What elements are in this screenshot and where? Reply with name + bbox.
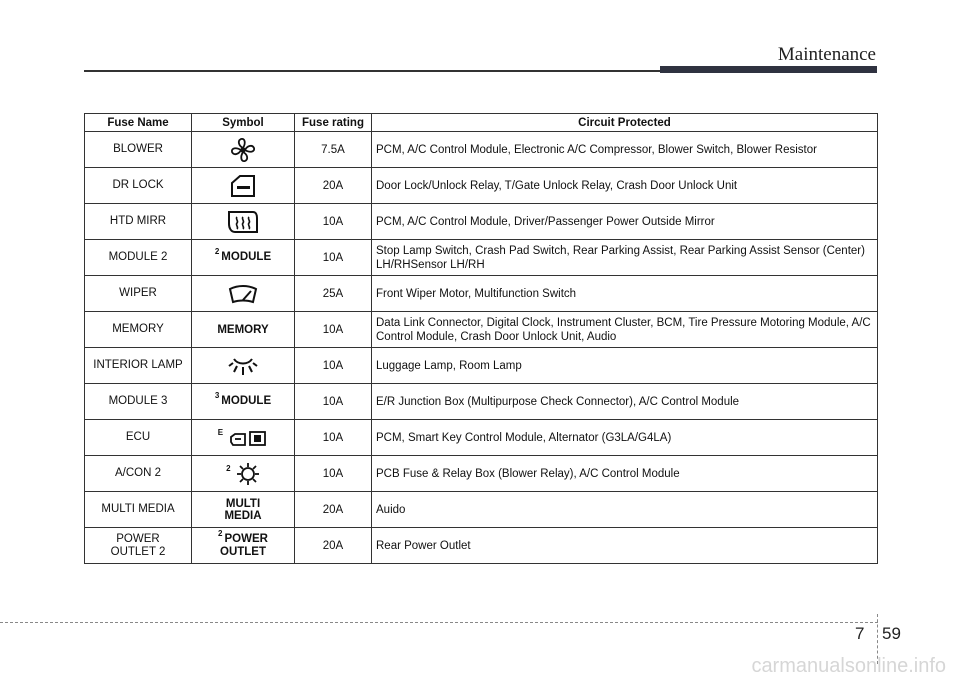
symbol-label: $^2$ POWER OUTLET xyxy=(218,529,268,558)
table-row xyxy=(85,528,878,564)
watermark: carmanualsonline.info xyxy=(751,655,946,677)
fuse-name: POWER OUTLET 2 xyxy=(85,528,192,564)
circuit-protected: Data Link Connector, Digital Clock, Instrument Cluster, BCM, Tire Pressure Motoring Module, A/C Control Module, Crash Door Unlock Unit, Audio xyxy=(372,312,878,348)
symbol-label: 2 xyxy=(226,462,260,486)
ecu-icon xyxy=(228,429,268,447)
table-row xyxy=(85,276,878,312)
header-rule-accent xyxy=(660,66,877,73)
fuse-rating: 10A xyxy=(295,384,372,420)
fuse-rating: 10A xyxy=(295,312,372,348)
fuse-rating: 25A xyxy=(295,276,372,312)
column-header-fuse-rating: Fuse rating xyxy=(295,114,372,132)
table-row xyxy=(85,240,878,276)
fuse-name: BLOWER xyxy=(85,132,192,168)
page-header-title: Maintenance xyxy=(777,44,876,65)
symbol-label: MULTI MEDIA xyxy=(224,497,262,522)
symbol-label: $^3$ MODULE xyxy=(214,391,272,407)
table-row xyxy=(85,312,878,348)
table-row xyxy=(85,204,878,240)
fuse-table xyxy=(84,113,878,564)
table-row xyxy=(85,348,878,384)
fuse-symbol xyxy=(192,384,295,420)
circuit-protected: Rear Power Outlet xyxy=(372,528,878,564)
footer-divider xyxy=(0,622,878,623)
fuse-rating: 20A xyxy=(295,168,372,204)
fuse-name: INTERIOR LAMP xyxy=(85,348,192,384)
symbol-label: $^2$ MODULE xyxy=(214,247,272,263)
circuit-protected: PCM, A/C Control Module, Driver/Passenger Power Outside Mirror xyxy=(372,204,878,240)
fuse-name: HTD MIRR xyxy=(85,204,192,240)
table-row xyxy=(85,168,878,204)
fuse-name: DR LOCK xyxy=(85,168,192,204)
circuit-protected: E/R Junction Box (Multipurpose Check Connector), A/C Control Module xyxy=(372,384,878,420)
chapter-number: 7 xyxy=(855,624,865,643)
symbol-label: MEMORY xyxy=(217,323,269,336)
circuit-protected: PCM, Smart Key Control Module, Alternator (G3LA/G4LA) xyxy=(372,420,878,456)
circuit-protected: Front Wiper Motor, Multifunction Switch xyxy=(372,276,878,312)
header-rule xyxy=(84,70,662,72)
fuse-rating: 10A xyxy=(295,456,372,492)
fuse-rating: 10A xyxy=(295,240,372,276)
fuse-name: WIPER xyxy=(85,276,192,312)
column-header-symbol: Symbol xyxy=(192,114,295,132)
table-row xyxy=(85,456,878,492)
fuse-rating: 7.5A xyxy=(295,132,372,168)
fuse-symbol xyxy=(192,528,295,564)
table-row xyxy=(85,132,878,168)
fan-icon xyxy=(192,132,295,168)
column-header-fuse-name: Fuse Name xyxy=(85,114,192,132)
fuse-name: MEMORY xyxy=(85,312,192,348)
table-row xyxy=(85,384,878,420)
table-header-row xyxy=(85,114,878,132)
door-lock-icon xyxy=(192,168,295,204)
fuse-symbol xyxy=(192,492,295,528)
symbol-label: E xyxy=(218,429,269,447)
fuse-symbol xyxy=(192,420,295,456)
fuse-symbol xyxy=(192,456,295,492)
fuse-rating: 20A xyxy=(295,492,372,528)
table-row xyxy=(85,492,878,528)
table-row xyxy=(85,420,878,456)
fuse-rating: 10A xyxy=(295,348,372,384)
circuit-protected: Stop Lamp Switch, Crash Pad Switch, Rear Parking Assist, Rear Parking Assist Sensor (Center) LH/RHSensor LH/RH xyxy=(372,240,878,276)
fuse-name: ECU xyxy=(85,420,192,456)
circuit-protected: Door Lock/Unlock Relay, T/Gate Unlock Relay, Crash Door Unlock Unit xyxy=(372,168,878,204)
fuse-name: MULTI MEDIA xyxy=(85,492,192,528)
fuse-rating: 20A xyxy=(295,528,372,564)
fuse-rating: 10A xyxy=(295,420,372,456)
fuse-name: MODULE 2 xyxy=(85,240,192,276)
circuit-protected: Luggage Lamp, Room Lamp xyxy=(372,348,878,384)
heated-mirror-icon xyxy=(192,204,295,240)
wiper-icon xyxy=(192,276,295,312)
page-number: 59 xyxy=(882,624,901,643)
circuit-protected: Auido xyxy=(372,492,878,528)
fuse-name: MODULE 3 xyxy=(85,384,192,420)
circuit-protected: PCB Fuse & Relay Box (Blower Relay), A/C Control Module xyxy=(372,456,878,492)
column-header-circuit-protected: Circuit Protected xyxy=(372,114,878,132)
circuit-protected: PCM, A/C Control Module, Electronic A/C Compressor, Blower Switch, Blower Resistor xyxy=(372,132,878,168)
fuse-symbol xyxy=(192,312,295,348)
fuse-symbol xyxy=(192,240,295,276)
fuse-name: A/CON 2 xyxy=(85,456,192,492)
fuse-rating: 10A xyxy=(295,204,372,240)
interior-lamp-icon xyxy=(192,348,295,384)
aircon-icon xyxy=(236,462,260,486)
